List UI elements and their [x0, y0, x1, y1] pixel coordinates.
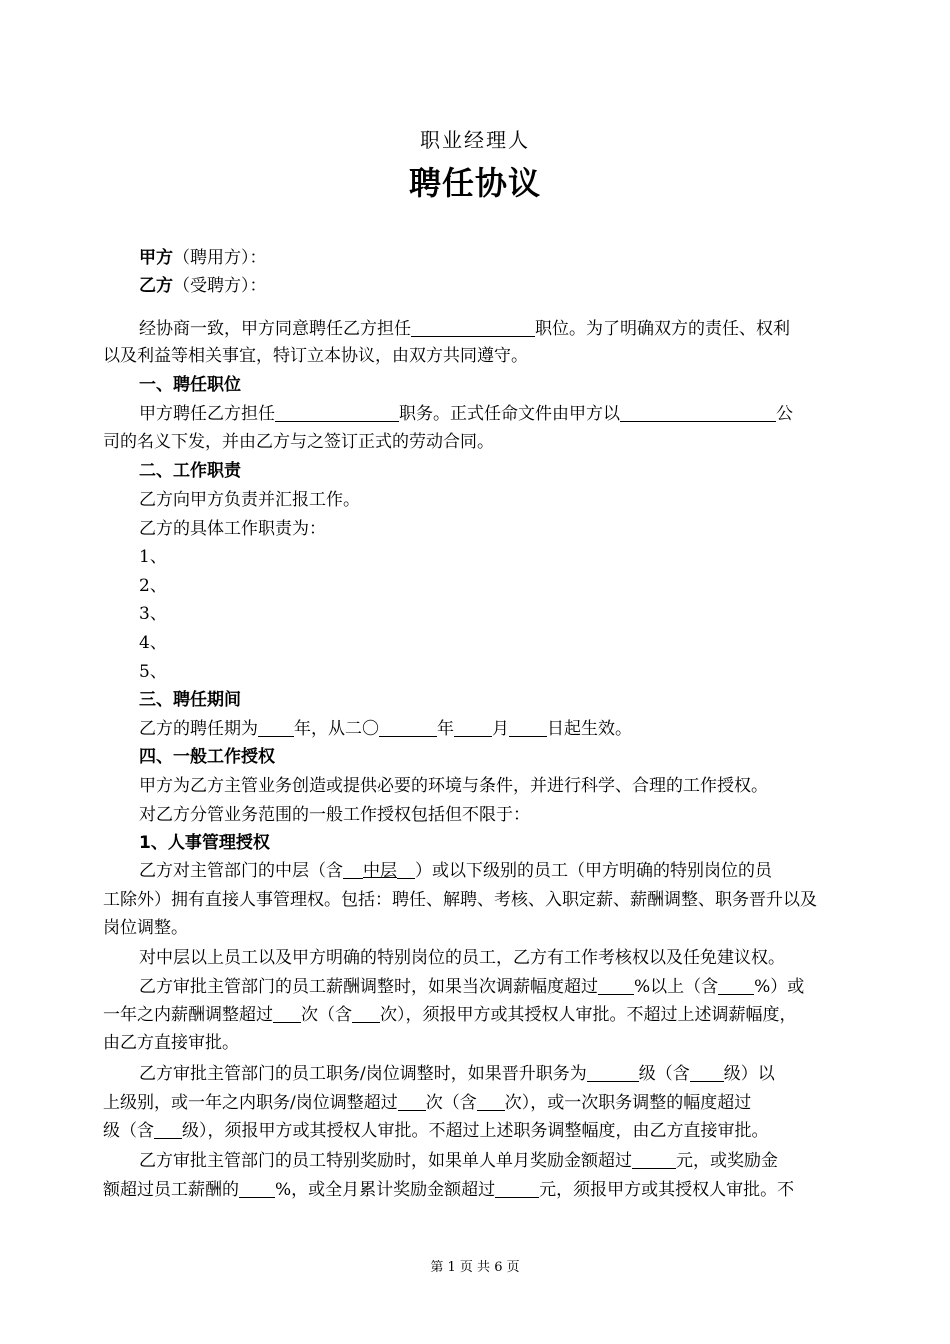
- times-blank: [273, 1005, 301, 1023]
- section-1-heading: 一、聘任职位: [139, 375, 241, 395]
- hr-para-5-line-2: [103, 1179, 794, 1201]
- section-text: 一年之内薪酬调整超过: [103, 1005, 273, 1025]
- party-b-line: [139, 275, 267, 297]
- section-4-line-1: 甲方为乙方主管业务创造或提供必要的环境与条件，并进行科学、合理的工作授权。: [139, 776, 768, 796]
- intro-line-1: [139, 318, 790, 340]
- section-text: 级（含: [103, 1121, 154, 1141]
- day-blank: [509, 719, 547, 737]
- section-text: 乙方审批主管部门的员工特别奖励时，如果单人单月奖励金额超过: [139, 1151, 632, 1171]
- party-b-label: 乙方: [139, 276, 173, 296]
- section-text: 年，从二〇: [294, 719, 379, 739]
- level-blank: [397, 861, 415, 879]
- section-text: 次），或一次职务调整的幅度超过: [504, 1093, 752, 1113]
- section-text: 乙方的聘任期为: [139, 719, 258, 739]
- hr-para-4-line-1: [139, 1063, 775, 1085]
- section-text: 次（含: [301, 1005, 352, 1025]
- party-a-line: [139, 247, 267, 269]
- hr-para-1-line-2: 工除外）拥有直接人事管理权。包括：聘任、解聘、考核、入职定薪、薪酬调整、职务晋升以及: [103, 890, 817, 910]
- times-blank: [398, 1093, 426, 1111]
- intro-text: 职位。为了明确双方的责任、权利: [535, 319, 790, 339]
- intro-line-2: 以及利益等相关事宜，特订立本协议，由双方共同遵守。: [103, 346, 528, 366]
- party-a-note: （聘用方）：: [173, 248, 267, 268]
- duty-item: 2、: [139, 576, 167, 596]
- section-text: 乙方审批主管部门的员工职务/岗位调整时，如果晋升职务为: [139, 1064, 587, 1084]
- hr-para-4-line-3: [103, 1120, 769, 1142]
- hr-para-2: 对中层以上员工以及甲方明确的特别岗位的员工，乙方有工作考核权以及任免建议权。: [139, 948, 785, 968]
- section-text: 日起生效。: [547, 719, 632, 739]
- page-number: 第 1 页 共 6 页: [430, 1260, 520, 1275]
- amount-blank: [495, 1180, 539, 1198]
- section-2-line-2: 乙方的具体工作职责为：: [139, 519, 326, 539]
- section-text: 级（含: [638, 1064, 690, 1084]
- times-blank: [352, 1005, 380, 1023]
- section-4-subheading: 1、人事管理授权: [139, 833, 270, 853]
- hr-para-3-line-1: [139, 976, 804, 998]
- duty-item: 3、: [139, 604, 167, 624]
- duty-item: 1、: [139, 547, 167, 567]
- section-2-line-1: 乙方向甲方负责并汇报工作。: [139, 490, 360, 510]
- section-text: 公: [776, 404, 793, 424]
- grade-blank: [587, 1064, 639, 1082]
- years-blank: [258, 719, 294, 737]
- section-text: %以上（含: [634, 977, 719, 997]
- hr-para-4-line-2: [103, 1092, 751, 1114]
- section-text: 月: [492, 719, 509, 739]
- section-text: 级），须报甲方或其授权人审批。不超过上述职务调整幅度，由乙方直接审批。: [182, 1121, 769, 1141]
- party-b-note: （受聘方）：: [173, 276, 267, 296]
- percent-blank: [239, 1180, 275, 1198]
- section-text: 次），须报甲方或其授权人审批。不超过上述调薪幅度，: [380, 1005, 797, 1025]
- section-text: 职务。正式任命文件由甲方以: [399, 404, 620, 424]
- section-3-line-1: [139, 718, 632, 740]
- section-4-heading: 四、一般工作授权: [139, 747, 275, 767]
- hr-para-3-line-3: 由乙方直接审批。: [103, 1033, 239, 1053]
- amount-blank: [632, 1151, 676, 1169]
- grade-blank: [690, 1064, 724, 1082]
- hr-para-1-line-3: 岗位调整。: [103, 918, 188, 938]
- times-blank: [477, 1093, 505, 1111]
- post-blank: [275, 404, 399, 422]
- hr-para-1-line-1: [139, 860, 772, 882]
- level-blank: [343, 861, 363, 879]
- document-subtitle: 职业经理人: [420, 128, 530, 152]
- section-4-line-2: 对乙方分管业务范围的一般工作授权包括但不限于：: [139, 805, 530, 825]
- position-blank: [411, 319, 535, 337]
- duty-item: 4、: [139, 633, 167, 653]
- hr-para-3-line-2: [103, 1004, 797, 1026]
- section-text: ）或以下级别的员工（甲方明确的特别岗位的员: [415, 861, 772, 881]
- year-blank: [379, 719, 437, 737]
- section-text: 级）以: [723, 1064, 775, 1084]
- percent-blank: [598, 977, 634, 995]
- section-text: %）或: [754, 977, 805, 997]
- section-text: 上级别，或一年之内职务/岗位调整超过: [103, 1093, 398, 1113]
- company-blank: [620, 404, 776, 422]
- hr-para-5-line-1: [139, 1150, 778, 1172]
- percent-blank: [718, 977, 754, 995]
- section-text: 元，须报甲方或其授权人审批。不: [539, 1180, 795, 1200]
- grade-blank: [154, 1121, 182, 1139]
- section-text: 次（含: [425, 1093, 477, 1113]
- filled-level: 中层: [363, 861, 397, 881]
- section-text: 乙方对主管部门的中层（含: [139, 861, 343, 881]
- section-text: %，或全月累计奖励金额超过: [275, 1180, 496, 1200]
- section-text: 元，或奖励金: [676, 1151, 778, 1171]
- intro-text: 经协商一致，甲方同意聘任乙方担任: [139, 319, 411, 339]
- section-2-heading: 二、工作职责: [139, 461, 241, 481]
- section-text: 乙方审批主管部门的员工薪酬调整时，如果当次调薪幅度超过: [139, 977, 598, 997]
- section-1-line-1: [139, 403, 793, 425]
- section-text: 额超过员工薪酬的: [103, 1180, 239, 1200]
- section-3-heading: 三、聘任期间: [139, 690, 241, 710]
- month-blank: [454, 719, 492, 737]
- section-text: 甲方聘任乙方担任: [139, 404, 275, 424]
- document-title: 聘任协议: [408, 164, 541, 202]
- duty-item: 5、: [139, 662, 167, 682]
- party-a-label: 甲方: [139, 248, 173, 268]
- section-1-line-2: 司的名义下发，并由乙方与之签订正式的劳动合同。: [103, 432, 494, 452]
- section-text: 年: [437, 719, 454, 739]
